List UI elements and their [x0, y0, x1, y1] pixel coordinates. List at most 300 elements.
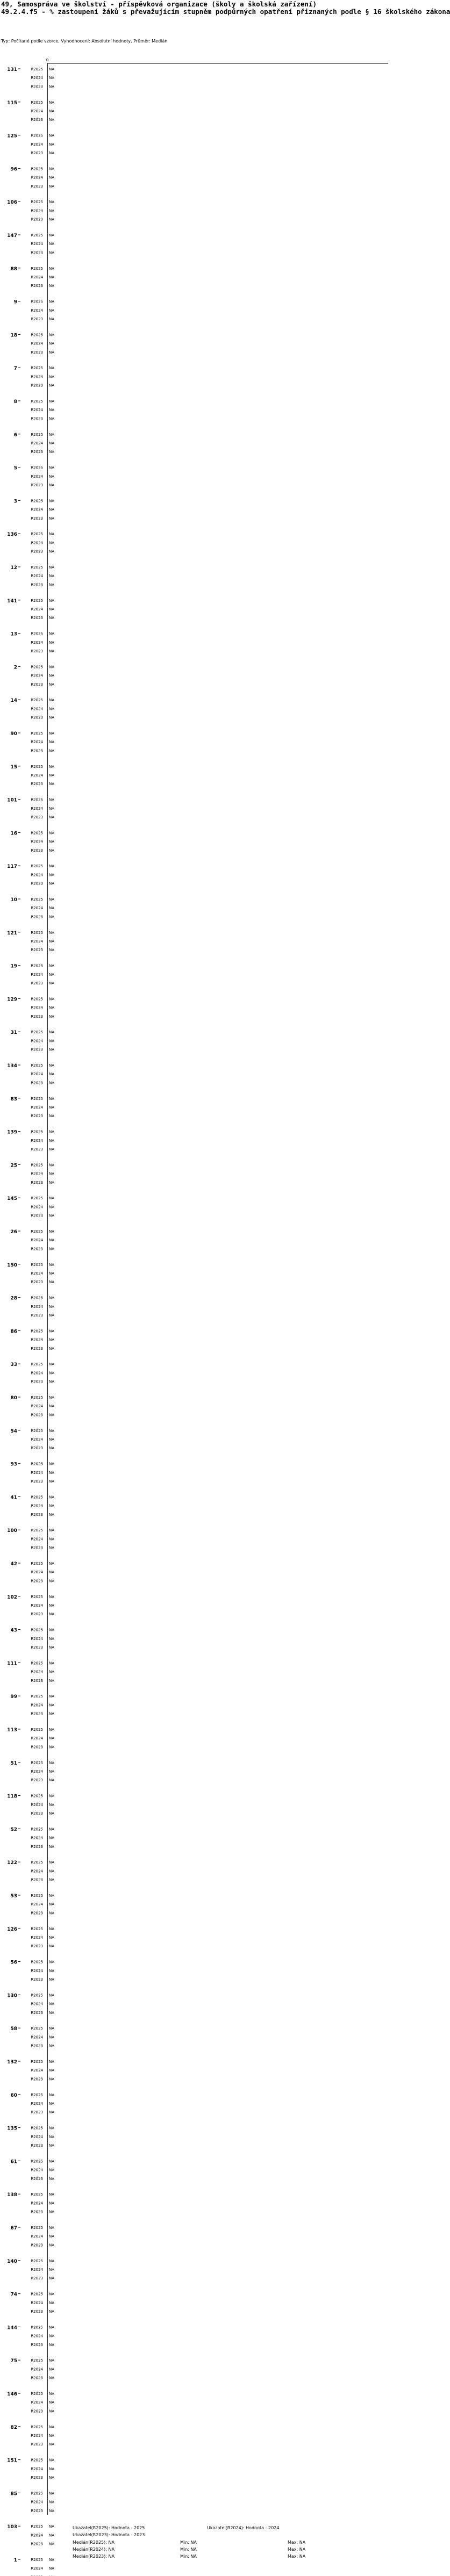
series-row-label: R2023	[31, 1778, 43, 1783]
series-row-label: R2024	[31, 574, 43, 579]
bar-value-label: NA	[49, 2334, 55, 2338]
category-label: 43	[10, 1628, 17, 1634]
category-label: 134	[7, 1063, 17, 1069]
bar-value-label: NA	[49, 1395, 55, 1400]
bar-value-label: NA	[49, 1030, 55, 1035]
bar-value-label: NA	[49, 151, 55, 155]
series-row-label: R2024	[31, 408, 43, 413]
series-row-label: R2024	[31, 2466, 43, 2471]
series-row-label: R2025	[31, 532, 43, 537]
series-row-label: R2025	[31, 1063, 43, 1068]
bar-value-label: NA	[49, 1778, 55, 1783]
series-row-label: R2023	[31, 84, 43, 89]
series-row-label: R2023	[31, 2476, 43, 2480]
bar-value-label: NA	[49, 1229, 55, 1234]
category-label: 6	[13, 432, 17, 438]
series-row-label: R2023	[31, 2508, 43, 2513]
category-label: 140	[7, 2258, 17, 2264]
category-label: 15	[10, 764, 17, 770]
max-r2023: Max: NA	[288, 2554, 306, 2559]
series-row-label: R2024	[31, 1039, 43, 1044]
series-row-label: R2023	[31, 1512, 43, 1517]
bar-value-label: NA	[49, 1371, 55, 1376]
category-label: 103	[7, 2524, 17, 2530]
category-label: 5	[13, 465, 17, 471]
series-row-label: R2025	[31, 2392, 43, 2396]
bar-value-label: NA	[49, 1977, 55, 1982]
series-row-label: R2023	[31, 649, 43, 653]
category-label: 86	[10, 1329, 17, 1335]
bar-value-label: NA	[49, 1678, 55, 1683]
bar-value-label: NA	[49, 2143, 55, 2148]
series-row-label: R2024	[31, 2068, 43, 2073]
series-row-label: R2025	[31, 266, 43, 271]
series-row-label: R2025	[31, 2159, 43, 2164]
series-row-label: R2025	[31, 631, 43, 636]
series-row-label: R2023	[31, 1877, 43, 1882]
series-row-label: R2023	[31, 2442, 43, 2447]
category-label: 75	[10, 2358, 17, 2364]
series-row-label: R2025	[31, 2226, 43, 2230]
category-label: 28	[10, 1296, 17, 1301]
series-row-label: R2024	[31, 341, 43, 346]
series-row-label: R2025	[31, 2491, 43, 2496]
bar-value-label: NA	[49, 516, 55, 521]
bar-value-label: NA	[49, 764, 55, 769]
bar-value-label: NA	[49, 217, 55, 222]
series-row-label: R2025	[31, 1428, 43, 1433]
series-row-label: R2024	[31, 2102, 43, 2106]
bar-value-label: NA	[49, 1836, 55, 1840]
bar-value-label: NA	[49, 1470, 55, 1475]
bar-value-label: NA	[49, 1171, 55, 1176]
series-row-label: R2023	[31, 1545, 43, 1550]
bar-value-label: NA	[49, 350, 55, 355]
series-row-label: R2024	[31, 308, 43, 313]
bar-value-label: NA	[49, 1736, 55, 1741]
bar-value-label: NA	[49, 2226, 55, 2230]
category-label: 130	[7, 1993, 17, 1999]
series-row-label: R2025	[31, 1395, 43, 1400]
category-label: 102	[7, 1594, 17, 1600]
category-label: 56	[10, 1960, 17, 1966]
min-r2025: Min: NA	[180, 2540, 197, 2545]
bar-value-label: NA	[49, 2192, 55, 2197]
series-row-label: R2025	[31, 2292, 43, 2297]
category-label: 80	[10, 1395, 17, 1401]
bar-value-label: NA	[49, 2043, 55, 2048]
series-row-label: R2025	[31, 1728, 43, 1732]
bar-value-label: NA	[49, 1869, 55, 1874]
bar-value-label: NA	[49, 1902, 55, 1907]
series-row-label: R2023	[31, 1047, 43, 1052]
series-row-label: R2023	[31, 616, 43, 621]
series-row-label: R2024	[31, 474, 43, 479]
bar-value-label: NA	[49, 2392, 55, 2396]
bar-value-label: NA	[49, 2276, 55, 2281]
series-row-label: R2024	[31, 1537, 43, 1542]
series-row-label: R2025	[31, 1694, 43, 1699]
series-row-label: R2024	[31, 1337, 43, 1342]
series-row-label: R2024	[31, 607, 43, 611]
bar-value-label: NA	[49, 1860, 55, 1865]
series-row-label: R2023	[31, 118, 43, 123]
series-row-label: R2024	[31, 2334, 43, 2338]
series-row-label: R2024	[31, 873, 43, 877]
series-row-label: R2024	[31, 806, 43, 811]
series-row-label: R2023	[31, 1280, 43, 1285]
category-label: 31	[10, 1030, 17, 1036]
series-row-label: R2023	[31, 317, 43, 321]
series-row-label: R2025	[31, 930, 43, 935]
series-row-label: R2024	[31, 673, 43, 678]
bar-value-label: NA	[49, 2110, 55, 2115]
median-r2023: Medián(R2023): NA	[73, 2554, 115, 2559]
series-row-label: R2023	[31, 184, 43, 189]
bar-value-label: NA	[49, 981, 55, 985]
bar-value-label: NA	[49, 133, 55, 138]
median-r2024: Medián(R2024): NA	[73, 2547, 115, 2552]
series-row-label: R2024	[31, 1171, 43, 1176]
category-label: 146	[7, 2392, 17, 2397]
series-row-label: R2023	[31, 1180, 43, 1185]
series-row-label: R2025	[31, 963, 43, 968]
bar-value-label: NA	[49, 483, 55, 487]
category-label: 16	[10, 831, 17, 837]
series-row-label: R2024	[31, 1968, 43, 1973]
series-row-label: R2025	[31, 2026, 43, 2031]
bar-value-label: NA	[49, 1262, 55, 1267]
bar-value-label: NA	[49, 266, 55, 271]
category-label: 117	[7, 864, 17, 870]
bar-value-label: NA	[49, 1769, 55, 1774]
bar-value-label: NA	[49, 1911, 55, 1916]
series-row-label: R2024	[31, 2400, 43, 2405]
series-row-label: R2024	[31, 1138, 43, 1143]
series-row-label: R2024	[31, 208, 43, 213]
series-row-label: R2024	[31, 1636, 43, 1641]
bar-value-label: NA	[49, 1446, 55, 1451]
series-row-label: R2024	[31, 2300, 43, 2305]
bar-value-label: NA	[49, 631, 55, 636]
bar-value-label: NA	[49, 416, 55, 421]
bar-value-label: NA	[49, 1247, 55, 1251]
bar-value-label: NA	[49, 84, 55, 89]
bar-value-label: NA	[49, 797, 55, 802]
bar-value-label: NA	[49, 1039, 55, 1044]
bar-value-label: NA	[49, 598, 55, 603]
series-row-label: R2024	[31, 640, 43, 645]
series-row-label: R2025	[31, 133, 43, 138]
bar-value-label: NA	[49, 1213, 55, 1218]
bar-value-label: NA	[49, 1413, 55, 1417]
bar-value-label: NA	[49, 1926, 55, 1931]
series-row-label: R2023	[31, 2309, 43, 2314]
legend-r2023: Ukazatel(R2023): Hodnota - 2023	[73, 2532, 145, 2537]
bar-value-label: NA	[49, 2325, 55, 2330]
bar-value-label: NA	[49, 2300, 55, 2305]
series-row-label: R2025	[31, 1661, 43, 1666]
bar-value-label: NA	[49, 2400, 55, 2405]
series-row-label: R2024	[31, 109, 43, 113]
bar-value-label: NA	[49, 507, 55, 512]
category-label: 61	[10, 2159, 17, 2165]
bar-value-label: NA	[49, 1968, 55, 1973]
bar-value-label: NA	[49, 167, 55, 171]
bar-value-label: NA	[49, 1993, 55, 1998]
category-label: 52	[10, 1827, 17, 1833]
bar-value-label: NA	[49, 299, 55, 304]
series-row-label: R2025	[31, 67, 43, 71]
bar-value-label: NA	[49, 1196, 55, 1201]
series-row-label: R2023	[31, 1147, 43, 1152]
bar-value-label: NA	[49, 1827, 55, 1832]
category-label: 12	[10, 565, 17, 571]
category-label: 67	[10, 2226, 17, 2231]
bar-value-label: NA	[49, 2159, 55, 2164]
bar-value-label: NA	[49, 972, 55, 977]
series-row-label: R2023	[31, 2043, 43, 2048]
bar-value-label: NA	[49, 2126, 55, 2131]
bar-value-label: NA	[49, 1745, 55, 1750]
bar-value-label: NA	[49, 1711, 55, 1716]
series-row-label: R2024	[31, 1503, 43, 1508]
series-row-label: R2025	[31, 1760, 43, 1765]
bar-value-label: NA	[49, 184, 55, 189]
series-row-label: R2024	[31, 2268, 43, 2272]
bar-value-label: NA	[49, 2077, 55, 2082]
bar-value-label: NA	[49, 465, 55, 470]
bar-value-label: NA	[49, 250, 55, 255]
bar-value-label: NA	[49, 1612, 55, 1617]
bar-value-label: NA	[49, 2558, 55, 2562]
series-row-label: R2024	[31, 1703, 43, 1708]
category-label: 8	[13, 399, 17, 405]
bar-value-label: NA	[49, 707, 55, 711]
bar-value-label: NA	[49, 948, 55, 953]
series-row-label: R2025	[31, 598, 43, 603]
series-row-label: R2023	[31, 948, 43, 953]
bar-value-label: NA	[49, 200, 55, 205]
category-label: 33	[10, 1362, 17, 1368]
bar-value-label: NA	[49, 1063, 55, 1068]
bar-value-label: NA	[49, 1960, 55, 1965]
bar-value-label: NA	[49, 1304, 55, 1309]
bar-value-label: NA	[49, 2234, 55, 2239]
category-label: 18	[10, 333, 17, 339]
series-row-label: R2025	[31, 167, 43, 171]
series-row-label: R2025	[31, 1960, 43, 1965]
bar-value-label: NA	[49, 1570, 55, 1575]
category-label: 115	[7, 100, 17, 106]
bar-value-label: NA	[49, 2442, 55, 2447]
series-row-label: R2023	[31, 2110, 43, 2115]
bar-value-label: NA	[49, 2309, 55, 2314]
category-label: 122	[7, 1860, 17, 1866]
category-label: 126	[7, 1926, 17, 1932]
category-label: 54	[10, 1428, 17, 1434]
bar-value-label: NA	[49, 698, 55, 703]
series-row-label: R2025	[31, 2192, 43, 2197]
bar-value-label: NA	[49, 930, 55, 935]
bar-value-label: NA	[49, 2358, 55, 2363]
category-label: 129	[7, 997, 17, 1003]
series-row-label: R2025	[31, 1129, 43, 1134]
category-label: 60	[10, 2092, 17, 2098]
series-row-label: R2024	[31, 142, 43, 147]
category-label: 88	[10, 266, 17, 272]
series-row-label: R2025	[31, 797, 43, 802]
bar-value-label: NA	[49, 682, 55, 687]
bar-value-label: NA	[49, 233, 55, 238]
series-row-label: R2024	[31, 1769, 43, 1774]
series-row-label: R2025	[31, 1628, 43, 1632]
bar-value-label: NA	[49, 541, 55, 545]
bar-value-label: NA	[49, 1081, 55, 1085]
series-row-label: R2024	[31, 275, 43, 279]
series-row-label: R2025	[31, 1528, 43, 1533]
series-row-label: R2023	[31, 1213, 43, 1218]
bar-value-label: NA	[49, 1346, 55, 1351]
series-row-label: R2025	[31, 432, 43, 437]
category-label: 144	[7, 2325, 17, 2331]
bar-value-label: NA	[49, 1271, 55, 1276]
series-row-label: R2023	[31, 284, 43, 289]
bar-value-label: NA	[49, 549, 55, 554]
series-row-label: R2023	[31, 1014, 43, 1019]
legend-r2025: Ukazatel(R2025): Hodnota - 2025	[73, 2525, 145, 2530]
series-row-label: R2023	[31, 848, 43, 853]
bar-value-label: NA	[49, 2026, 55, 2031]
category-label: 135	[7, 2126, 17, 2132]
bar-value-label: NA	[49, 175, 55, 180]
series-row-label: R2025	[31, 1030, 43, 1035]
series-row-label: R2025	[31, 1495, 43, 1500]
category-label: 96	[10, 167, 17, 172]
bar-value-label: NA	[49, 1129, 55, 1134]
series-row-label: R2023	[31, 1911, 43, 1916]
bar-value-label: NA	[49, 1114, 55, 1119]
series-row-label: R2023	[31, 1678, 43, 1683]
series-row-label: R2024	[31, 1935, 43, 1940]
series-row-label: R2024	[31, 2434, 43, 2438]
bar-value-label: NA	[49, 1362, 55, 1367]
bar-value-label: NA	[49, 582, 55, 587]
series-row-label: R2025	[31, 399, 43, 404]
series-row-label: R2024	[31, 2566, 43, 2571]
bar-value-label: NA	[49, 1404, 55, 1409]
category-label: 106	[7, 200, 17, 206]
bar-value-label: NA	[49, 2566, 55, 2571]
series-row-label: R2025	[31, 100, 43, 105]
bar-value-label: NA	[49, 441, 55, 445]
category-label: 7	[13, 366, 17, 372]
category-label: 151	[7, 2458, 17, 2464]
bar-value-label: NA	[49, 2500, 55, 2505]
series-row-label: R2025	[31, 2092, 43, 2097]
series-row-label: R2023	[31, 1446, 43, 1451]
series-row-label: R2025	[31, 2558, 43, 2562]
bar-value-label: NA	[49, 2476, 55, 2480]
bar-value-label: NA	[49, 1636, 55, 1641]
series-row-label: R2023	[31, 2077, 43, 2082]
category-label: 83	[10, 1096, 17, 1102]
bar-value-label: NA	[49, 897, 55, 902]
series-row-label: R2025	[31, 1329, 43, 1334]
category-label: 132	[7, 2060, 17, 2065]
series-row-label: R2025	[31, 1229, 43, 1234]
bar-value-label: NA	[49, 2243, 55, 2248]
series-row-label: R2025	[31, 1296, 43, 1300]
series-row-label: R2024	[31, 1736, 43, 1741]
series-row-label: R2023	[31, 1247, 43, 1251]
series-row-label: R2023	[31, 1081, 43, 1085]
bar-value-label: NA	[49, 782, 55, 787]
bar-value-label: NA	[49, 2035, 55, 2040]
bar-value-label: NA	[49, 839, 55, 844]
series-row-label: R2025	[31, 665, 43, 670]
series-row-label: R2023	[31, 1313, 43, 1318]
series-row-label: R2025	[31, 897, 43, 902]
bar-value-label: NA	[49, 1138, 55, 1143]
series-row-label: R2023	[31, 1479, 43, 1484]
series-row-label: R2025	[31, 1794, 43, 1798]
category-label: 13	[10, 631, 17, 637]
bar-value-label: NA	[49, 1603, 55, 1608]
series-row-label: R2023	[31, 549, 43, 554]
bar-value-label: NA	[49, 2168, 55, 2172]
bar-value-label: NA	[49, 1728, 55, 1732]
category-label: 51	[10, 1760, 17, 1766]
series-row-label: R2023	[31, 250, 43, 255]
bar-value-label: NA	[49, 665, 55, 670]
series-row-label: R2025	[31, 2358, 43, 2363]
min-r2024: Min: NA	[180, 2547, 197, 2552]
series-row-label: R2024	[31, 939, 43, 944]
bar-value-label: NA	[49, 1180, 55, 1185]
series-row-label: R2024	[31, 707, 43, 711]
bar-value-label: NA	[49, 375, 55, 379]
series-row-label: R2023	[31, 1977, 43, 1982]
category-label: 136	[7, 532, 17, 538]
bar-value-label: NA	[49, 1105, 55, 1110]
bar-value-label: NA	[49, 715, 55, 720]
bar-value-label: NA	[49, 963, 55, 968]
bar-value-label: NA	[49, 1661, 55, 1666]
bar-value-label: NA	[49, 432, 55, 437]
bar-value-label: NA	[49, 1760, 55, 1765]
bar-value-label: NA	[49, 242, 55, 247]
series-row-label: R2024	[31, 1869, 43, 1874]
bar-value-label: NA	[49, 616, 55, 621]
series-row-label: R2024	[31, 2134, 43, 2139]
series-row-label: R2023	[31, 749, 43, 753]
bar-value-label: NA	[49, 831, 55, 836]
series-row-label: R2025	[31, 698, 43, 703]
series-row-label: R2024	[31, 507, 43, 512]
series-row-label: R2024	[31, 2168, 43, 2172]
series-row-label: R2024	[31, 1404, 43, 1409]
bar-value-label: NA	[49, 366, 55, 371]
bar-value-label: NA	[49, 731, 55, 736]
bar-value-label: NA	[49, 76, 55, 81]
series-row-label: R2023	[31, 2176, 43, 2181]
series-row-label: R2025	[31, 1827, 43, 1832]
bar-value-label: NA	[49, 2068, 55, 2073]
bar-value-label: NA	[49, 1238, 55, 1243]
series-row-label: R2024	[31, 839, 43, 844]
bar-value-label: NA	[49, 2092, 55, 2097]
